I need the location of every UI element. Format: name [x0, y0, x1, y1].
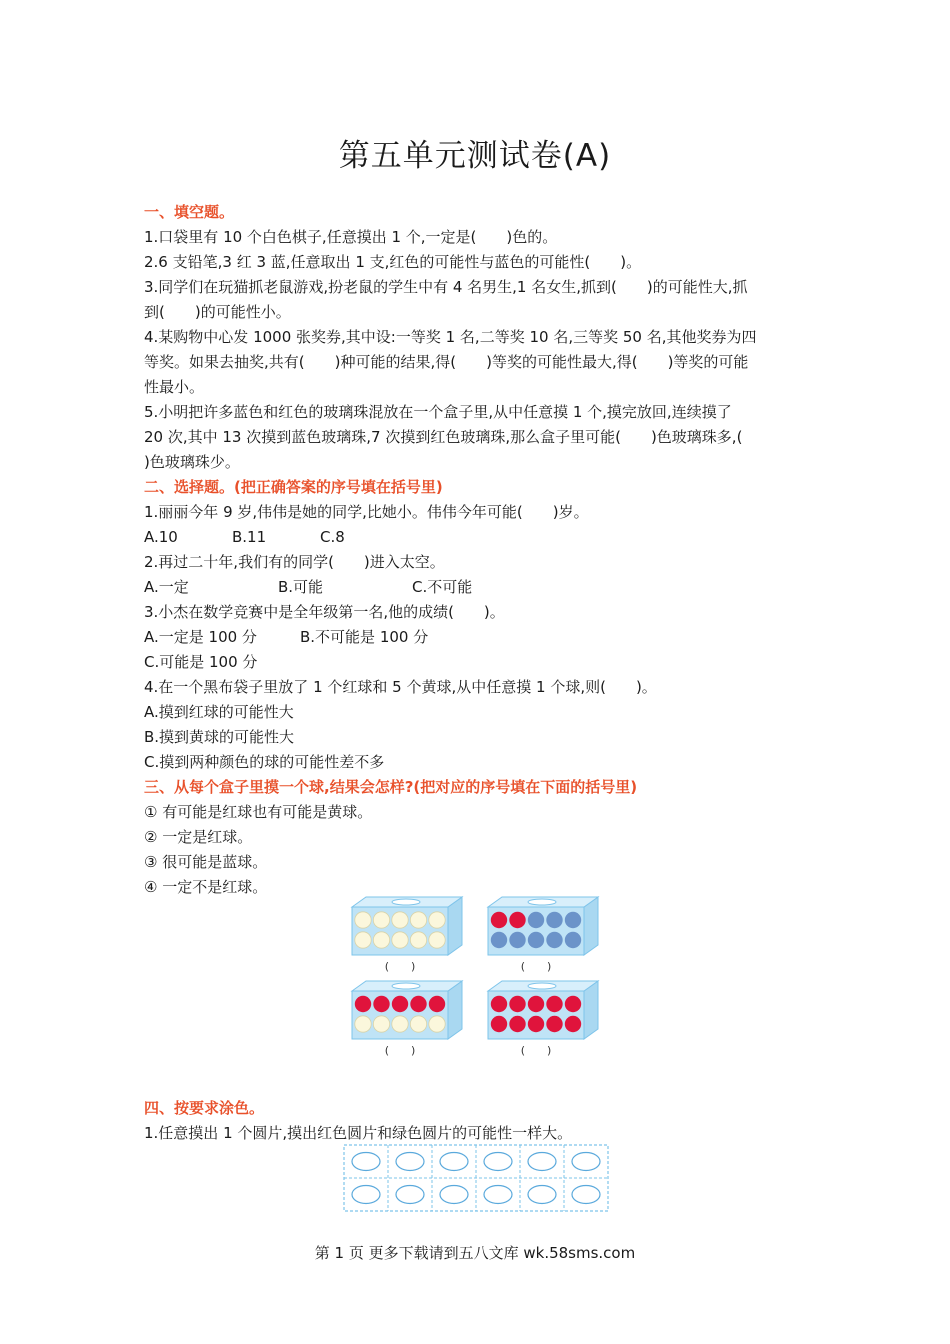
ball — [546, 912, 562, 928]
ball — [373, 932, 389, 948]
question-1-1: 1.口袋里有 10 个白色棋子,任意摸出 1 个,一定是( )色的。 — [144, 228, 558, 246]
disc — [572, 1186, 600, 1204]
worksheet-body — [144, 200, 809, 900]
question-2-2-options — [144, 575, 809, 600]
page-title: 第五单元测试卷(A) — [338, 138, 612, 174]
question-2-3-options — [144, 625, 809, 650]
disc — [352, 1153, 380, 1171]
ball — [491, 912, 507, 928]
ball — [565, 912, 581, 928]
ball — [429, 932, 445, 948]
ball — [546, 996, 562, 1012]
ball — [565, 1016, 581, 1032]
ball — [509, 1016, 525, 1032]
disc — [396, 1153, 424, 1171]
outcome-4: ④ 一定不是红球。 — [144, 878, 268, 896]
question-1-5-line-1: 5.小明把许多蓝色和红色的玻璃珠混放在一个盒子里,从中任意摸 1 个,摸完放回,连续摸了 — [144, 403, 732, 421]
question-1-5-line-3: )色玻璃珠少。 — [144, 453, 240, 471]
ball — [429, 1016, 445, 1032]
ball — [528, 932, 544, 948]
ball — [509, 996, 525, 1012]
option-c: C.不可能 — [412, 578, 473, 596]
section-2-heading: 二、选择题。(把正确答案的序号填在括号里) — [144, 478, 443, 496]
ball — [392, 1016, 408, 1032]
section-4-heading: 四、按要求涂色。 — [144, 1099, 265, 1117]
ball — [509, 932, 525, 948]
ball — [528, 996, 544, 1012]
question-2-4: 4.在一个黑布袋子里放了 1 个红球和 5 个黄球,从中任意摸 1 个球,则( )。 — [144, 678, 657, 696]
question-2-2: 2.再过二十年,我们有的同学( )进入太空。 — [144, 553, 445, 571]
option-c: C.可能是 100 分 — [144, 653, 258, 671]
ball — [491, 932, 507, 948]
answer-blank: ( ) — [384, 960, 416, 973]
disc — [572, 1153, 600, 1171]
ball — [355, 932, 371, 948]
section-1-heading: 一、填空题。 — [144, 203, 235, 221]
ball-box-4 — [488, 981, 598, 1057]
disc — [528, 1153, 556, 1171]
ball — [373, 912, 389, 928]
answer-blank: ( ) — [520, 1044, 552, 1057]
section-3-heading: 三、从每个盒子里摸一个球,结果会怎样?(把对应的序号填在下面的括号里) — [144, 778, 638, 796]
ball — [528, 1016, 544, 1032]
box-opening — [392, 899, 420, 905]
ball — [373, 996, 389, 1012]
option-a: A.一定是 100 分 — [144, 628, 257, 646]
ball-box-2 — [488, 897, 598, 973]
outcome-2: ② 一定是红球。 — [144, 828, 253, 846]
question-1-2: 2.6 支铅笔,3 红 3 蓝,任意取出 1 支,红色的可能性与蓝色的可能性( )。 — [144, 253, 642, 271]
ball — [355, 912, 371, 928]
disc — [440, 1186, 468, 1204]
disc — [528, 1186, 556, 1204]
disc — [440, 1153, 468, 1171]
ball — [392, 996, 408, 1012]
ball — [429, 912, 445, 928]
ball — [355, 996, 371, 1012]
option-a: A.一定 — [144, 578, 189, 596]
box-opening — [392, 983, 420, 989]
ball — [491, 1016, 507, 1032]
ball — [410, 912, 426, 928]
question-1-5-line-2: 20 次,其中 13 次摸到蓝色玻璃珠,7 次摸到红色玻璃珠,那么盒子里可能( )色玻璃珠多,( — [144, 428, 743, 446]
question-4-1: 1.任意摸出 1 个圆片,摸出红色圆片和绿色圆片的可能性一样大。 — [144, 1124, 573, 1142]
outcome-3: ③ 很可能是蓝球。 — [144, 853, 268, 871]
disc — [352, 1186, 380, 1204]
question-1-3-line-1: 3.同学们在玩猫抓老鼠游戏,扮老鼠的学生中有 4 名男生,1 名女生,抓到( )的可能性大,抓 — [144, 278, 748, 296]
section-4 — [144, 1096, 809, 1146]
question-1-4-line-1: 4.某购物中心发 1000 张奖券,其中设:一等奖 1 名,二等奖 10 名,三等奖 50 名,其他奖券为四 — [144, 328, 757, 346]
ball — [546, 1016, 562, 1032]
ball-box-1 — [352, 897, 462, 973]
disc — [484, 1186, 512, 1204]
ball — [392, 912, 408, 928]
answer-blank: ( ) — [520, 960, 552, 973]
question-2-1: 1.丽丽今年 9 岁,伟伟是她的同学,比她小。伟伟今年可能( )岁。 — [144, 503, 589, 521]
option-b: B.摸到黄球的可能性大 — [144, 728, 295, 746]
ball — [410, 1016, 426, 1032]
disc — [484, 1153, 512, 1171]
box-opening — [528, 899, 556, 905]
ball — [429, 996, 445, 1012]
ball — [373, 1016, 389, 1032]
ball — [509, 912, 525, 928]
ball — [491, 996, 507, 1012]
ball-boxes-illustration — [350, 893, 610, 1063]
ball — [392, 932, 408, 948]
ball — [565, 932, 581, 948]
box-opening — [528, 983, 556, 989]
option-b: B.不可能是 100 分 — [300, 628, 429, 646]
ball — [546, 932, 562, 948]
option-c: C.摸到两种颜色的球的可能性差不多 — [144, 753, 385, 771]
question-2-3: 3.小杰在数学竞赛中是全年级第一名,他的成绩( )。 — [144, 603, 505, 621]
option-a: A.摸到红球的可能性大 — [144, 703, 294, 721]
option-c: C.8 — [320, 528, 345, 546]
question-1-3-line-2: 到( )的可能性小。 — [144, 303, 291, 321]
option-b: B.11 — [232, 528, 267, 546]
ball — [528, 912, 544, 928]
answer-blank: ( ) — [384, 1044, 416, 1057]
question-1-4-line-3: 性最小。 — [144, 378, 205, 396]
option-b: B.可能 — [278, 578, 324, 596]
question-1-4-line-2: 等奖。如果去抽奖,共有( )种可能的结果,得( )等奖的可能性最大,得( )等奖的可能 — [144, 353, 749, 371]
ball — [410, 932, 426, 948]
ball — [410, 996, 426, 1012]
outcome-1: ① 有可能是红球也有可能是黄球。 — [144, 803, 373, 821]
ball — [565, 996, 581, 1012]
disc — [396, 1186, 424, 1204]
page-footer: 第 1 页 更多下载请到五八文库 wk.58sms.com — [314, 1244, 636, 1262]
ball-box-3 — [352, 981, 462, 1057]
ball — [355, 1016, 371, 1032]
disc-coloring-grid — [343, 1144, 609, 1214]
option-a: A.10 — [144, 528, 178, 546]
question-2-1-options — [144, 525, 809, 550]
